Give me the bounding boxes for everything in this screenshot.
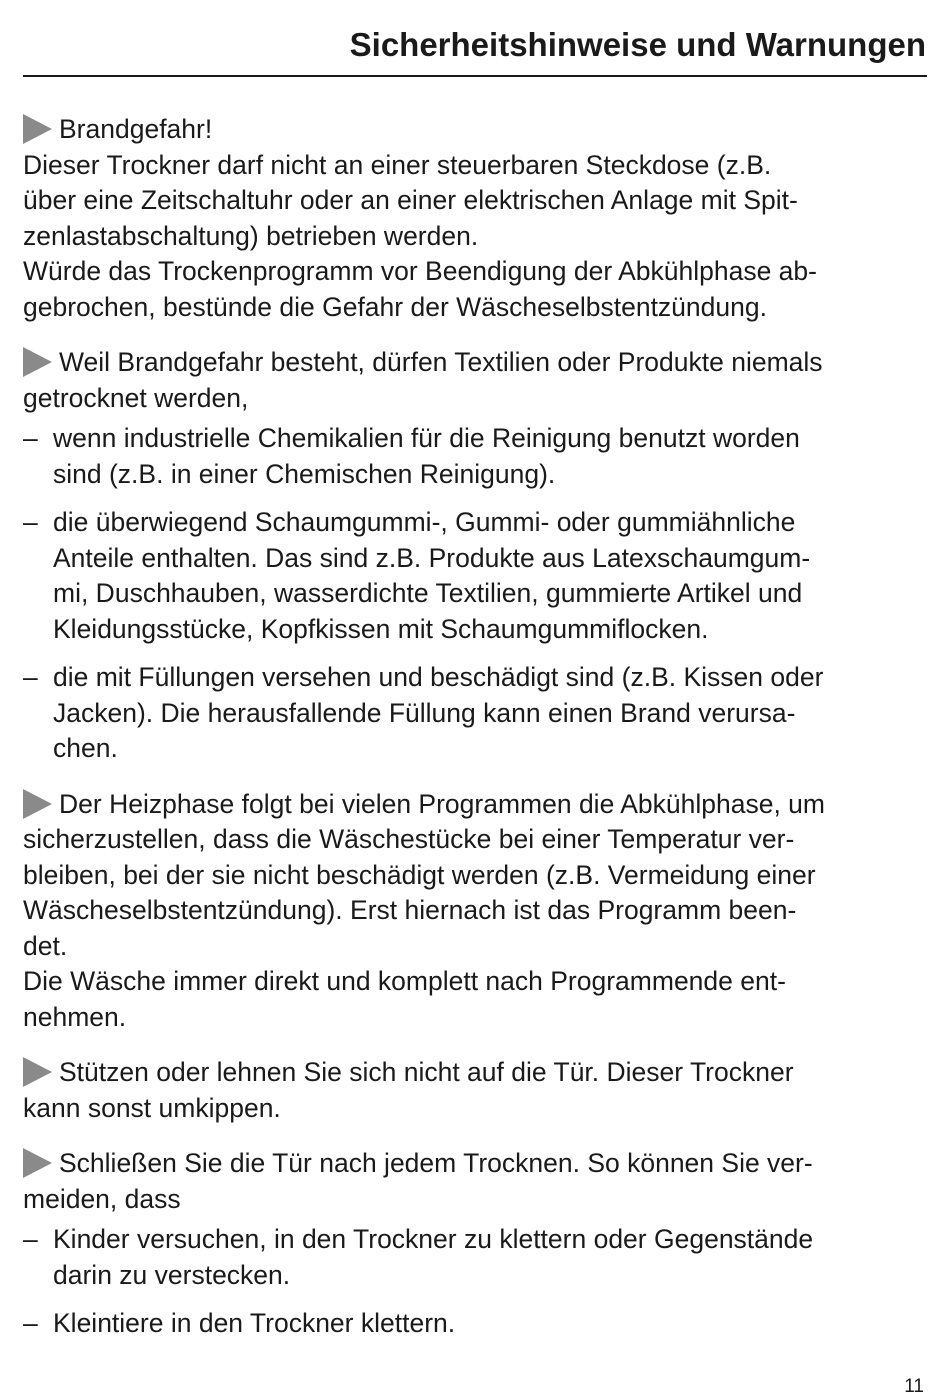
page-number: 11 [904,1376,924,1397]
text-line [23,1091,928,1127]
paragraph [23,148,928,255]
list-item [23,660,928,767]
text-span: det. [23,930,68,961]
paragraph [23,1055,928,1126]
list-item [23,505,928,647]
list-item-line: Kinder versuchen, in den Trockner zu klettern oder Gegenstände [53,1224,814,1254]
text-line [23,822,928,858]
list-item [23,421,928,492]
page-title: Sicherheitshinweise und Warnungen [349,26,926,63]
dash-marker: – [23,1224,38,1254]
text-span: sicherzustellen, dass die Wäschestücke bei einer Temperatur ver- [23,824,795,854]
paragraph [23,964,928,1035]
text-line [23,1055,928,1091]
text-line [23,1182,928,1218]
text-span: zenlastabschaltung) betrieben werden. [23,220,479,251]
text-span: gebrochen, bestünde die Gefahr der Wäscheselbstentzündung. [23,291,767,322]
text-line [23,964,928,1000]
text-span: Die Wäsche immer direkt und komplett nach Programmende ent- [23,966,786,996]
text-span: Weil Brandgefahr besteht, dürfen Textilien oder Produkte niemals [59,347,823,377]
triangle-right-icon [23,1057,52,1087]
dash-marker: – [23,662,38,692]
text-span: Brandgefahr! [59,114,213,144]
text-line [23,148,928,184]
paragraph [23,254,928,325]
list-item-line: Kleintiere in den Trockner klettern. [53,1308,456,1338]
list-item-line: Anteile enthalten. Das sind z.B. Produkte aus Latexschaumgum- [53,542,811,573]
list-item-line: sind (z.B. in einer Chemischen Reinigung). [53,458,556,489]
text-line [23,893,928,929]
triangle-right-icon [23,347,52,377]
text-span: Wäscheselbstentzündung). Erst hiernach ist das Programm been- [23,895,797,925]
paragraph [23,1146,928,1217]
triangle-right-icon [23,789,52,819]
paragraph [23,787,928,965]
warning-section [23,112,928,325]
list-item [23,1222,928,1293]
list-item-line: chen. [53,733,118,763]
triangle-right-icon [23,114,52,144]
text-span: getrocknet werden, [23,382,249,413]
text-line [23,929,928,965]
list-item-line: darin zu verstecken. [53,1259,291,1290]
list-item-line: wenn industrielle Chemikalien für die Reinigung benutzt worden [53,423,800,453]
text-line [23,219,928,255]
list-item-line: die mit Füllungen versehen und beschädigt sind (z.B. Kissen oder [53,662,824,692]
triangle-right-icon [23,1148,52,1178]
text-line [23,858,928,894]
text-span: kann sonst umkippen. [23,1092,281,1123]
text-span: Würde das Trockenprogramm vor Beendigung der Abkühlphase ab- [23,256,817,286]
text-line [23,1000,928,1036]
text-line [23,345,928,381]
warning-section [23,1055,928,1126]
header-divider [23,75,927,77]
dash-marker: – [23,1308,38,1338]
list-item [23,1306,928,1342]
paragraph [23,112,928,148]
text-line [23,1146,928,1182]
warning-section [23,787,928,1036]
text-line [23,112,928,148]
warning-section [23,345,928,767]
text-line [23,183,928,219]
text-span: bleiben, bei der sie nicht beschädigt werden (z.B. Vermeidung einer [23,859,816,890]
list-item-line: die überwiegend Schaumgummi-, Gummi- oder gummiähnliche [53,507,796,537]
text-span: über eine Zeitschaltuhr oder an einer elektrischen Anlage mit Spit- [23,185,798,215]
list-item-line: Jacken). Die herausfallende Füllung kann einen Brand verursa- [53,697,796,728]
list-item-line: mi, Duschhauben, wasserdichte Textilien, gummierte Artikel und [53,578,803,608]
dash-marker: – [23,507,38,537]
text-span: Stützen oder lehnen Sie sich nicht auf die Tür. Dieser Trockner [59,1057,794,1087]
paragraph [23,345,928,416]
dash-list [23,1222,928,1342]
text-span: meiden, dass [23,1183,181,1214]
document-body [23,112,928,1362]
warning-section [23,1146,928,1342]
text-line [23,381,928,417]
dash-marker: – [23,423,38,453]
list-item-line: Kleidungsstücke, Kopfkissen mit Schaumgummiflocken. [53,613,709,644]
text-span: Schließen Sie die Tür nach jedem Trocknen. So können Sie ver- [59,1148,813,1178]
text-line [23,290,928,326]
text-span: Der Heizphase folgt bei vielen Programmen die Abkühlphase, um [59,788,825,819]
text-span: Dieser Trockner darf nicht an einer steuerbaren Steckdose (z.B. [23,149,772,180]
text-line [23,254,928,290]
dash-list [23,421,928,767]
text-line [23,787,928,823]
text-span: nehmen. [23,1001,127,1032]
